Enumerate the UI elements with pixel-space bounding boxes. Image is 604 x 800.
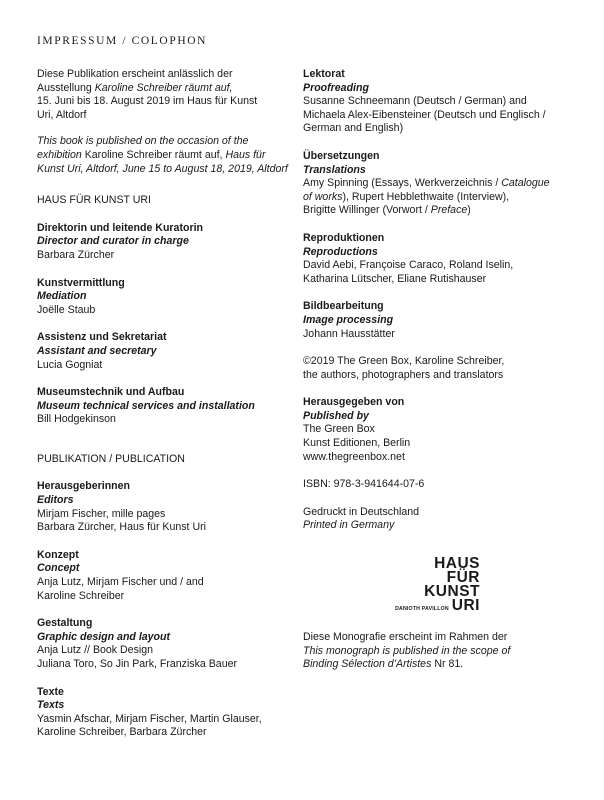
series-number: Nr 81. bbox=[431, 658, 464, 671]
role-de: Übersetzungen bbox=[303, 149, 380, 162]
credit-text: ), Rupert Hebblethwaite (Interview), bbox=[342, 190, 510, 203]
credit-name: Joëlle Staub bbox=[37, 303, 96, 316]
role-en: Image processing bbox=[303, 313, 394, 326]
credit-name: Juliana Toro, So Jin Park, Franziska Bauer bbox=[37, 658, 238, 670]
role-en: Reproductions bbox=[303, 245, 378, 258]
haus-fuer-kunst-uri-logo bbox=[360, 557, 480, 613]
credit-name: David Aebi, Françoise Caraco, Roland Iselin, bbox=[303, 259, 514, 272]
publisher-url: www.thegreenbox.net bbox=[303, 450, 405, 463]
monograph-note bbox=[303, 631, 583, 672]
credit-text: ) bbox=[467, 204, 471, 217]
role-en: Assistant and secretary bbox=[37, 344, 157, 357]
credit-name: Mirjam Fischer, mille pages bbox=[37, 507, 166, 520]
credit-name bbox=[303, 191, 583, 205]
credit-name bbox=[303, 177, 583, 191]
role-en: Published by bbox=[303, 409, 369, 422]
role-de: Texte bbox=[37, 685, 64, 698]
role-de: Konzept bbox=[37, 548, 79, 561]
credit-name: Karoline Schreiber bbox=[37, 589, 125, 602]
credit-name: Anja Lutz, Mirjam Fischer und / and bbox=[37, 576, 204, 589]
role-en: Texts bbox=[37, 699, 65, 712]
role-de: Bildbearbeitung bbox=[303, 300, 384, 313]
credit-name: Susanne Schneemann (Deutsch / German) and bbox=[303, 95, 527, 108]
intro-line: Diese Publikation erscheint anlässlich der bbox=[37, 68, 233, 80]
credit-name: Lucia Gogniat bbox=[37, 358, 103, 371]
publisher-name: The Green Box bbox=[303, 423, 375, 436]
section-heading-publication: PUBLIKATION / PUBLICATION bbox=[37, 452, 185, 465]
credit-image-processing bbox=[303, 300, 583, 341]
credit-technical bbox=[37, 386, 292, 427]
credit-name: Michaela Alex-Eibensteiner (Deutsch und Englisch / bbox=[303, 108, 546, 121]
left-column bbox=[37, 68, 292, 754]
printed-de: Gedruckt in Deutschland bbox=[303, 505, 420, 518]
role-en: Museum technical services and installation bbox=[37, 399, 255, 412]
role-en: Proofreading bbox=[303, 81, 369, 94]
credit-name: Johann Hausstätter bbox=[303, 327, 395, 340]
credit-concept bbox=[37, 549, 292, 603]
publisher-name: Kunst Editionen, Berlin bbox=[303, 437, 411, 450]
exhibition-title: Karoline Schreiber räumt auf, bbox=[94, 81, 233, 94]
logo-word: URI bbox=[451, 597, 480, 615]
intro-line bbox=[37, 149, 292, 163]
copyright-line: the authors, photographers and translators bbox=[303, 368, 504, 381]
role-de: Kunstvermittlung bbox=[37, 276, 125, 289]
intro-line: This book is published on the occasion of the bbox=[37, 135, 249, 148]
credit-name: Barbara Zürcher bbox=[37, 248, 115, 261]
copyright bbox=[303, 355, 583, 382]
exhibition-title: Karoline Schreiber räumt auf, bbox=[84, 148, 226, 161]
intro-line: 15. Juni bis 18. August 2019 im Haus für Kunst bbox=[37, 95, 258, 108]
credit-name bbox=[303, 204, 583, 218]
intro-line bbox=[37, 82, 292, 96]
credit-proofreading bbox=[303, 68, 583, 136]
right-column bbox=[303, 68, 583, 686]
copyright-line: ©2019 The Green Box, Karoline Schreiber, bbox=[303, 355, 505, 368]
role-de: Direktorin und leitende Kuratorin bbox=[37, 221, 203, 234]
credit-mediation bbox=[37, 277, 292, 318]
credit-reproductions bbox=[303, 232, 583, 286]
credit-translations bbox=[303, 150, 583, 218]
isbn: ISBN: 978-3-941644-07-6 bbox=[303, 478, 425, 491]
printed-in bbox=[303, 506, 583, 533]
credit-name: Yasmin Afschar, Mirjam Fischer, Martin Glauser, bbox=[37, 712, 262, 725]
credit-name: German and English) bbox=[303, 122, 404, 135]
credit-text: Catalogue bbox=[501, 177, 550, 190]
logo-word: KUNST bbox=[424, 583, 480, 601]
credit-text: Amy Spinning (Essays, Werkverzeichnis / bbox=[303, 177, 502, 190]
role-de: Herausgegeben von bbox=[303, 396, 405, 409]
credit-name: Bill Hodgekinson bbox=[37, 413, 116, 426]
logo-word: HAUS bbox=[434, 555, 480, 573]
credit-name: Karoline Schreiber, Barbara Zürcher bbox=[37, 726, 207, 739]
intro-line: Uri, Altdorf bbox=[37, 108, 87, 121]
role-de: Lektorat bbox=[303, 68, 345, 80]
page-title: IMPRESSUM / COLOPHON bbox=[37, 35, 208, 47]
credit-name: Barbara Zürcher, Haus für Kunst Uri bbox=[37, 521, 206, 534]
credit-text: Brigitte Willinger (Vorwort / bbox=[303, 204, 431, 217]
credit-texts bbox=[37, 686, 292, 740]
credit-text: Preface bbox=[430, 204, 468, 217]
role-en: Director and curator in charge bbox=[37, 235, 189, 248]
credit-director bbox=[37, 222, 292, 263]
intro-german bbox=[37, 68, 292, 122]
credit-text: of works bbox=[303, 190, 343, 203]
role-de: Assistenz und Sekretariat bbox=[37, 331, 167, 344]
role-de: Herausgeberinnen bbox=[37, 480, 131, 493]
intro-text: Ausstellung bbox=[37, 81, 95, 94]
intro-text: Haus für bbox=[225, 148, 266, 161]
credit-name: Anja Lutz // Book Design bbox=[37, 644, 154, 657]
role-de: Gestaltung bbox=[37, 617, 93, 630]
role-en: Mediation bbox=[37, 290, 87, 303]
printed-en: Printed in Germany bbox=[303, 519, 395, 532]
role-de: Museumstechnik und Aufbau bbox=[37, 386, 185, 399]
section-heading-hku: HAUS FÜR KUNST URI bbox=[37, 194, 151, 207]
role-en: Graphic design and layout bbox=[37, 630, 171, 643]
credit-editors bbox=[37, 480, 292, 534]
role-en: Concept bbox=[37, 562, 80, 575]
monograph-en: This monograph is published in the scope of bbox=[303, 644, 511, 657]
series-name: Binding Sélection d’Artistes bbox=[303, 658, 432, 671]
role-en: Translations bbox=[303, 163, 366, 176]
role-de: Reproduktionen bbox=[303, 231, 385, 244]
credit-publisher bbox=[303, 396, 583, 464]
monograph-series bbox=[303, 658, 583, 672]
credit-name: Katharina Lütscher, Eliane Rutishauser bbox=[303, 272, 487, 285]
intro-text: exhibition bbox=[37, 148, 85, 161]
intro-line: Kunst Uri, Altdorf, June 15 to August 18, 2019, Altdorf bbox=[37, 162, 288, 175]
intro-english bbox=[37, 135, 292, 176]
logo-word: FÜR bbox=[446, 569, 480, 587]
logo-row bbox=[360, 599, 480, 613]
credit-design bbox=[37, 617, 292, 671]
role-en: Editors bbox=[37, 494, 74, 507]
monograph-de: Diese Monografie erscheint im Rahmen der bbox=[303, 631, 508, 644]
logo-subtitle: DANIOTH PAVILLON bbox=[395, 606, 449, 613]
credit-assistant bbox=[37, 331, 292, 372]
